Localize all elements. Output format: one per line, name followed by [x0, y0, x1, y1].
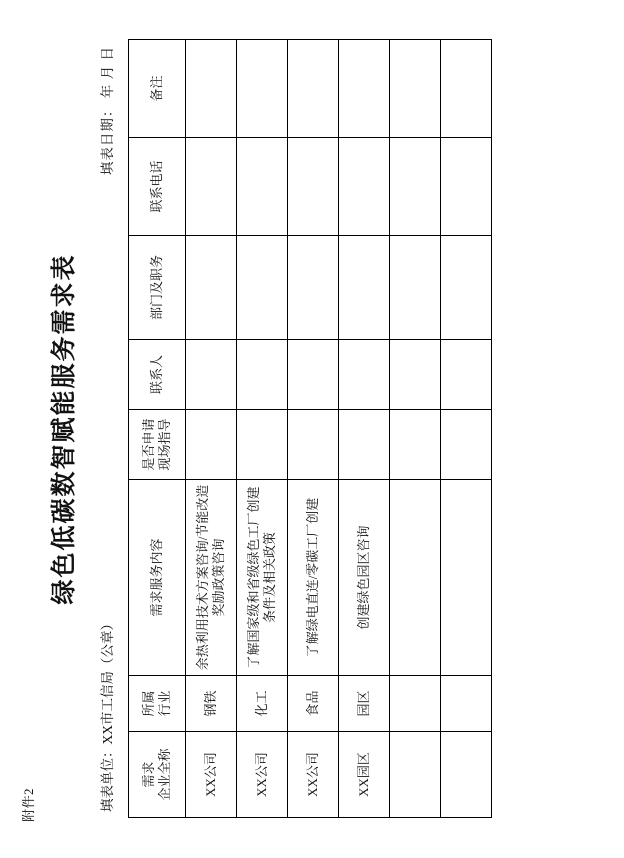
page-title: 绿色低碳数智赋能服务需求表 — [51, 253, 78, 605]
cell-phone — [288, 138, 339, 236]
cell-department — [186, 236, 237, 340]
requirements-table — [128, 39, 492, 818]
cell-company: XX园区 — [339, 732, 390, 818]
cell-remark — [237, 40, 288, 138]
cell-company: XX公司 — [237, 732, 288, 818]
table-row — [441, 40, 492, 818]
table-header-row — [129, 40, 186, 818]
cell-onsite — [390, 410, 441, 480]
cell-remark — [339, 40, 390, 138]
cell-contact — [390, 340, 441, 410]
cell-phone — [237, 138, 288, 236]
cell-industry: 钢铁 — [186, 676, 237, 732]
cell-department — [288, 236, 339, 340]
table-row — [237, 40, 288, 818]
cell-industry: 食品 — [288, 676, 339, 732]
column-header-service-content: 需求服务内容 — [129, 480, 186, 676]
cell-remark — [186, 40, 237, 138]
cell-company — [390, 732, 441, 818]
cell-industry — [441, 676, 492, 732]
column-header-phone: 联系电话 — [129, 138, 186, 236]
meta-row — [96, 40, 118, 818]
cell-onsite — [186, 410, 237, 480]
cell-department — [237, 236, 288, 340]
cell-service-content: 创建绿色园区咨询 — [339, 480, 390, 676]
column-header-industry: 所属 行业 — [129, 676, 186, 732]
cell-service-content: 了解绿电直连/零碳工厂创建 — [288, 480, 339, 676]
table-row — [339, 40, 390, 818]
cell-company — [441, 732, 492, 818]
cell-remark — [390, 40, 441, 138]
cell-industry — [390, 676, 441, 732]
cell-industry: 园区 — [339, 676, 390, 732]
cell-contact — [288, 340, 339, 410]
cell-phone — [186, 138, 237, 236]
cell-department — [441, 236, 492, 340]
attachment-label: 附件2 — [21, 787, 36, 822]
table-row — [390, 40, 441, 818]
cell-onsite — [237, 410, 288, 480]
cell-onsite — [288, 410, 339, 480]
cell-phone — [390, 138, 441, 236]
cell-remark — [288, 40, 339, 138]
column-header-contact-person: 联系人 — [129, 340, 186, 410]
cell-department — [339, 236, 390, 340]
table-row — [186, 40, 237, 818]
cell-remark — [441, 40, 492, 138]
cell-service-content: 余热利用技术方案咨询/节能改造奖励政策咨询 — [186, 480, 237, 676]
cell-phone — [339, 138, 390, 236]
column-header-company: 需求 企业全称 — [129, 732, 186, 818]
cell-onsite — [441, 410, 492, 480]
cell-industry: 化工 — [237, 676, 288, 732]
column-header-onsite-guidance: 是否申请 现场指导 — [129, 410, 186, 480]
table-row — [288, 40, 339, 818]
cell-department — [390, 236, 441, 340]
cell-service-content — [390, 480, 441, 676]
cell-contact — [339, 340, 390, 410]
cell-contact — [186, 340, 237, 410]
cell-company: XX公司 — [186, 732, 237, 818]
filler-unit-label: 填表单位：XX市工信局（公章） — [100, 617, 115, 812]
column-header-department-title: 部门及职务 — [129, 236, 186, 340]
cell-service-content: 了解国家级和省级绿色工厂创建条件及相关政策 — [237, 480, 288, 676]
cell-contact — [237, 340, 288, 410]
cell-contact — [441, 340, 492, 410]
cell-service-content — [441, 480, 492, 676]
cell-company: XX公司 — [288, 732, 339, 818]
cell-phone — [441, 138, 492, 236]
fill-date-label: 填表日期： 年 月 日 — [100, 46, 115, 176]
column-header-remark: 备注 — [129, 40, 186, 138]
cell-onsite — [339, 410, 390, 480]
